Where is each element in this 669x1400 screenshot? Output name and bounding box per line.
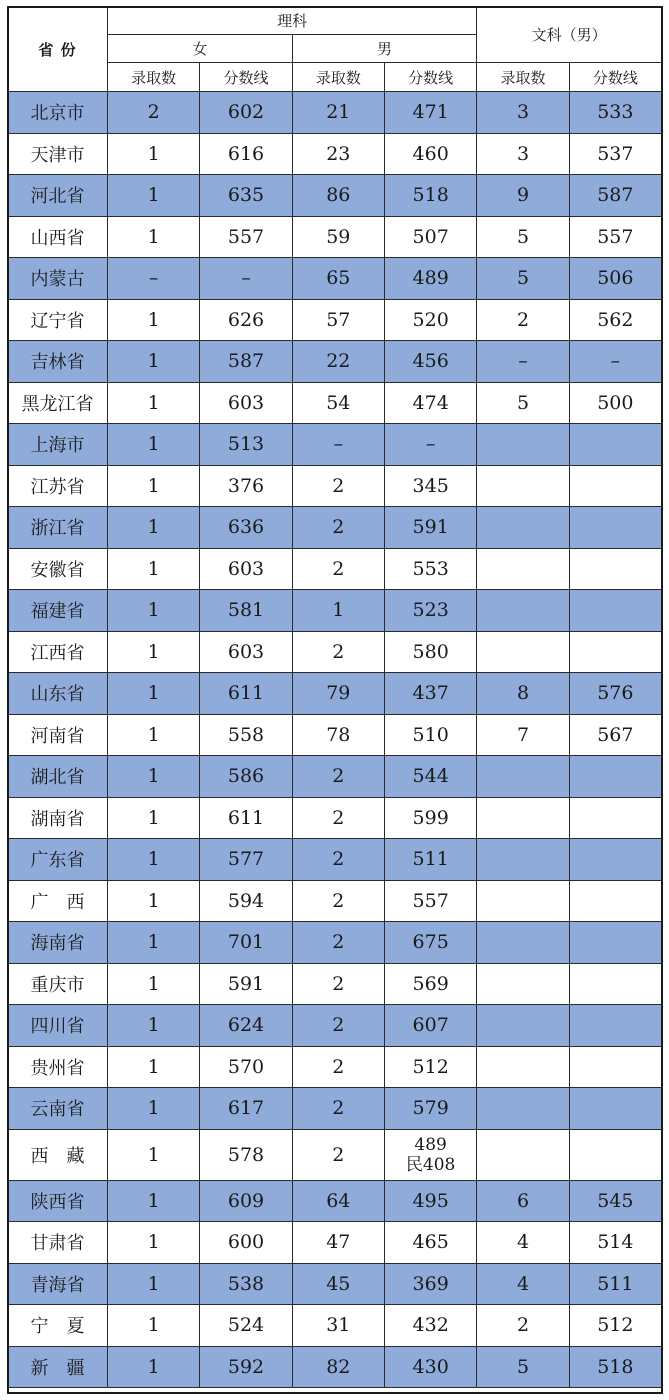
table-row [8, 590, 662, 632]
table-row [8, 465, 662, 507]
province-cell: 北京市 [8, 92, 108, 134]
table-header [8, 7, 662, 92]
province-column-header: 省 份 [8, 7, 108, 92]
score-line: 民408 [405, 1154, 456, 1175]
arts-score-cell: 557 [569, 216, 661, 258]
female-score-cell: 513 [200, 424, 292, 466]
table-row [8, 382, 662, 424]
female-score-cell: 609 [200, 1180, 292, 1222]
male-score-cell: 465 [384, 1222, 476, 1264]
arts-admit-cell [477, 631, 569, 673]
arts-admit-cell [477, 465, 569, 507]
male-score-cell: 675 [384, 922, 476, 964]
arts-admit-cell: 5 [477, 258, 569, 300]
male-admit-cell: 2 [292, 1046, 384, 1088]
arts-score-cell: 533 [569, 92, 661, 134]
arts-admit-cell [477, 424, 569, 466]
arts-admit-cell: 5 [477, 382, 569, 424]
female-score-cell: 577 [200, 839, 292, 881]
female-admit-cell: 1 [108, 1263, 200, 1305]
male-admit-cell: 2 [292, 839, 384, 881]
female-score-cell: 603 [200, 382, 292, 424]
province-cell: 广 西 [8, 880, 108, 922]
arts-score-cell: 511 [569, 1263, 661, 1305]
male-admit-cell: 2 [292, 1088, 384, 1130]
male-score-cell: 518 [384, 175, 476, 217]
female-admit-cell: 1 [108, 963, 200, 1005]
arts-admit-cell: – [477, 341, 569, 383]
male-admit-cell: 22 [292, 341, 384, 383]
province-cell: 宁 夏 [8, 1305, 108, 1347]
female-score-cell: 570 [200, 1046, 292, 1088]
arts-score-cell [569, 1088, 661, 1130]
arts-score-cell: 512 [569, 1305, 661, 1347]
arts-score-cell [569, 839, 661, 881]
arts-admit-cell: 2 [477, 1305, 569, 1347]
female-admit-cell: 1 [108, 424, 200, 466]
female-admit-cell: 1 [108, 133, 200, 175]
table-row [8, 341, 662, 383]
table-row [8, 548, 662, 590]
arts-admit-cell [477, 1129, 569, 1180]
arts-admit-cell [477, 963, 569, 1005]
table-row [8, 92, 662, 134]
female-admit-cell: 1 [108, 922, 200, 964]
female-admit-cell: 1 [108, 382, 200, 424]
female-score-cell: 603 [200, 631, 292, 673]
male-admit-cell: 64 [292, 1180, 384, 1222]
arts-admit-cell [477, 922, 569, 964]
table-row [8, 424, 662, 466]
male-admit-cell: 21 [292, 92, 384, 134]
table-row [8, 1005, 662, 1047]
province-cell: 重庆市 [8, 963, 108, 1005]
female-admit-cell: 1 [108, 590, 200, 632]
male-admit-cell: – [292, 424, 384, 466]
arts-score-cell [569, 590, 661, 632]
table-row [8, 1180, 662, 1222]
province-cell: 广东省 [8, 839, 108, 881]
table-row [8, 839, 662, 881]
male-admit-cell: 45 [292, 1263, 384, 1305]
science-group-header: 理科 [108, 7, 477, 35]
female-score-cell: 558 [200, 714, 292, 756]
male-admit-cell: 2 [292, 631, 384, 673]
table-row [8, 216, 662, 258]
female-score-cell: 616 [200, 133, 292, 175]
male-score-cell: 489 [384, 258, 476, 300]
arts-score-cell [569, 963, 661, 1005]
table-body [8, 92, 662, 1388]
male-score-cell: 580 [384, 631, 476, 673]
female-score-cell: 557 [200, 216, 292, 258]
arts-score-cell: 506 [569, 258, 661, 300]
female-admit-cell: 1 [108, 341, 200, 383]
male-score-cell: 507 [384, 216, 476, 258]
male-score-cell: 474 [384, 382, 476, 424]
arts-admit-cell [477, 797, 569, 839]
arts-score-cell [569, 424, 661, 466]
arts-score-cell [569, 1129, 661, 1180]
male-score-cell: 557 [384, 880, 476, 922]
male-score-cell: 579 [384, 1088, 476, 1130]
sub-header: 分数线 [200, 63, 292, 92]
table-row [8, 175, 662, 217]
table-row [8, 1222, 662, 1264]
table-row [8, 133, 662, 175]
arts-admit-cell: 4 [477, 1263, 569, 1305]
province-cell: 山西省 [8, 216, 108, 258]
female-score-cell: 701 [200, 922, 292, 964]
female-group-header: 女 [108, 35, 293, 63]
male-admit-cell: 2 [292, 922, 384, 964]
arts-admit-cell: 2 [477, 299, 569, 341]
province-cell: 天津市 [8, 133, 108, 175]
male-score-cell: 437 [384, 673, 476, 715]
arts-score-cell [569, 922, 661, 964]
table-row [8, 922, 662, 964]
arts-score-cell [569, 548, 661, 590]
female-score-cell: 592 [200, 1346, 292, 1388]
arts-score-cell [569, 797, 661, 839]
male-score-cell: 523 [384, 590, 476, 632]
female-admit-cell: 1 [108, 1088, 200, 1130]
female-admit-cell: 1 [108, 465, 200, 507]
arts-admit-cell: 3 [477, 133, 569, 175]
arts-score-cell [569, 631, 661, 673]
male-score-cell: 471 [384, 92, 476, 134]
table-row [8, 507, 662, 549]
arts-admit-cell [477, 1088, 569, 1130]
province-cell: 四川省 [8, 1005, 108, 1047]
arts-score-cell [569, 1046, 661, 1088]
female-admit-cell: 1 [108, 756, 200, 798]
arts-admit-cell: 6 [477, 1180, 569, 1222]
male-admit-cell: 79 [292, 673, 384, 715]
male-admit-cell: 23 [292, 133, 384, 175]
female-score-cell: 611 [200, 673, 292, 715]
male-admit-cell: 65 [292, 258, 384, 300]
arts-admit-cell: 8 [477, 673, 569, 715]
sub-header: 录取数 [292, 63, 384, 92]
arts-admit-cell [477, 590, 569, 632]
female-admit-cell: 1 [108, 1222, 200, 1264]
table-row [8, 756, 662, 798]
female-admit-cell: 1 [108, 1005, 200, 1047]
arts-score-cell: 562 [569, 299, 661, 341]
province-cell: 海南省 [8, 922, 108, 964]
female-score-cell: 603 [200, 548, 292, 590]
table-row [8, 299, 662, 341]
arts-score-cell: – [569, 341, 661, 383]
score-line: 489 [414, 1134, 447, 1155]
province-cell: 云南省 [8, 1088, 108, 1130]
arts-admit-cell: 3 [477, 92, 569, 134]
arts-score-cell: 567 [569, 714, 661, 756]
male-score-cell: 432 [384, 1305, 476, 1347]
province-cell: 江苏省 [8, 465, 108, 507]
arts-admit-cell: 4 [477, 1222, 569, 1264]
male-admit-cell: 31 [292, 1305, 384, 1347]
province-cell: 甘肃省 [8, 1222, 108, 1264]
arts-admit-cell [477, 548, 569, 590]
table-row [8, 963, 662, 1005]
province-cell: 江西省 [8, 631, 108, 673]
female-score-cell: 602 [200, 92, 292, 134]
female-score-cell: 626 [200, 299, 292, 341]
female-admit-cell: 1 [108, 175, 200, 217]
female-score-cell: 600 [200, 1222, 292, 1264]
table-row [8, 1088, 662, 1130]
male-admit-cell: 59 [292, 216, 384, 258]
arts-admit-cell [477, 507, 569, 549]
sub-header: 录取数 [477, 63, 569, 92]
arts-score-cell [569, 1005, 661, 1047]
male-score-cell: 544 [384, 756, 476, 798]
arts-admit-cell [477, 1005, 569, 1047]
arts-admit-cell [477, 756, 569, 798]
sub-header: 分数线 [569, 63, 661, 92]
table-row [8, 631, 662, 673]
female-admit-cell: 1 [108, 507, 200, 549]
province-cell: 福建省 [8, 590, 108, 632]
admission-table [7, 6, 662, 1388]
female-score-cell: 586 [200, 756, 292, 798]
male-score-cell: 512 [384, 1046, 476, 1088]
province-cell: 贵州省 [8, 1046, 108, 1088]
arts-score-cell: 514 [569, 1222, 661, 1264]
arts-score-cell: 545 [569, 1180, 661, 1222]
male-admit-cell: 86 [292, 175, 384, 217]
province-cell: 西 藏 [8, 1129, 108, 1180]
arts-admit-cell [477, 1046, 569, 1088]
table-row [8, 673, 662, 715]
province-cell: 辽宁省 [8, 299, 108, 341]
arts-score-cell [569, 507, 661, 549]
sub-header: 分数线 [384, 63, 476, 92]
female-admit-cell: 1 [108, 673, 200, 715]
male-score-cell: 369 [384, 1263, 476, 1305]
province-cell: 内蒙古 [8, 258, 108, 300]
table-row [8, 1346, 662, 1388]
province-cell: 湖北省 [8, 756, 108, 798]
arts-score-cell: 500 [569, 382, 661, 424]
male-admit-cell: 2 [292, 756, 384, 798]
female-score-cell: – [200, 258, 292, 300]
female-score-cell: 617 [200, 1088, 292, 1130]
male-admit-cell: 54 [292, 382, 384, 424]
male-admit-cell: 2 [292, 963, 384, 1005]
female-score-cell: 611 [200, 797, 292, 839]
male-score-cell: 456 [384, 341, 476, 383]
male-score-cell: 430 [384, 1346, 476, 1388]
province-cell: 上海市 [8, 424, 108, 466]
arts-score-cell: 587 [569, 175, 661, 217]
arts-admit-cell: 5 [477, 216, 569, 258]
arts-admit-cell [477, 880, 569, 922]
table-row [8, 714, 662, 756]
male-score-cell: 511 [384, 839, 476, 881]
female-admit-cell: 1 [108, 1180, 200, 1222]
male-admit-cell: 2 [292, 1129, 384, 1180]
table-row [8, 1305, 662, 1347]
province-cell: 山东省 [8, 673, 108, 715]
male-admit-cell: 2 [292, 880, 384, 922]
male-score-cell: – [384, 424, 476, 466]
male-admit-cell: 78 [292, 714, 384, 756]
male-score-cell: 510 [384, 714, 476, 756]
male-score-cell: 345 [384, 465, 476, 507]
male-admit-cell: 57 [292, 299, 384, 341]
male-score-cell: 591 [384, 507, 476, 549]
male-admit-cell: 47 [292, 1222, 384, 1264]
female-admit-cell: 1 [108, 1046, 200, 1088]
female-score-cell: 594 [200, 880, 292, 922]
arts-admit-cell: 9 [477, 175, 569, 217]
female-admit-cell: 1 [108, 839, 200, 881]
female-admit-cell: 1 [108, 299, 200, 341]
male-admit-cell: 2 [292, 465, 384, 507]
arts-score-cell [569, 756, 661, 798]
female-admit-cell: 1 [108, 216, 200, 258]
female-score-cell: 581 [200, 590, 292, 632]
male-admit-cell: 2 [292, 1005, 384, 1047]
table-row [8, 258, 662, 300]
male-admit-cell: 82 [292, 1346, 384, 1388]
table-row [8, 1129, 662, 1180]
arts-score-cell [569, 465, 661, 507]
female-score-cell: 376 [200, 465, 292, 507]
admission-table-container [7, 6, 661, 1388]
arts-score-cell: 518 [569, 1346, 661, 1388]
male-admit-cell: 1 [292, 590, 384, 632]
female-admit-cell: 1 [108, 797, 200, 839]
province-cell: 浙江省 [8, 507, 108, 549]
female-admit-cell: 1 [108, 1305, 200, 1347]
female-score-cell: 524 [200, 1305, 292, 1347]
male-score-cell [384, 1129, 476, 1180]
province-cell: 吉林省 [8, 341, 108, 383]
female-score-cell: 538 [200, 1263, 292, 1305]
female-score-cell: 591 [200, 963, 292, 1005]
table-row [8, 1263, 662, 1305]
male-admit-cell: 2 [292, 507, 384, 549]
female-score-cell: 624 [200, 1005, 292, 1047]
male-score-cell: 607 [384, 1005, 476, 1047]
female-admit-cell: 1 [108, 714, 200, 756]
male-score-cell: 569 [384, 963, 476, 1005]
female-admit-cell: 2 [108, 92, 200, 134]
province-cell: 河北省 [8, 175, 108, 217]
male-score-cell: 520 [384, 299, 476, 341]
province-cell: 湖南省 [8, 797, 108, 839]
male-admit-cell: 2 [292, 548, 384, 590]
male-group-header: 男 [292, 35, 477, 63]
table-row [8, 880, 662, 922]
province-cell: 青海省 [8, 1263, 108, 1305]
female-admit-cell: 1 [108, 631, 200, 673]
province-cell: 河南省 [8, 714, 108, 756]
table-row [8, 797, 662, 839]
male-score-cell: 460 [384, 133, 476, 175]
arts-admit-cell: 5 [477, 1346, 569, 1388]
male-admit-cell: 2 [292, 797, 384, 839]
arts-group-header: 文科（男） [477, 7, 662, 63]
female-admit-cell: 1 [108, 548, 200, 590]
sub-header: 录取数 [108, 63, 200, 92]
province-cell: 安徽省 [8, 548, 108, 590]
province-cell: 黑龙江省 [8, 382, 108, 424]
female-admit-cell: 1 [108, 880, 200, 922]
province-cell: 新 疆 [8, 1346, 108, 1388]
female-score-cell: 587 [200, 341, 292, 383]
province-cell: 陕西省 [8, 1180, 108, 1222]
female-score-cell: 578 [200, 1129, 292, 1180]
female-admit-cell: 1 [108, 1346, 200, 1388]
arts-admit-cell [477, 839, 569, 881]
female-score-cell: 635 [200, 175, 292, 217]
arts-score-cell: 537 [569, 133, 661, 175]
female-admit-cell: 1 [108, 1129, 200, 1180]
female-score-cell: 636 [200, 507, 292, 549]
female-admit-cell: – [108, 258, 200, 300]
male-score-cell: 599 [384, 797, 476, 839]
male-score-cell: 553 [384, 548, 476, 590]
arts-score-cell: 576 [569, 673, 661, 715]
male-score-cell: 495 [384, 1180, 476, 1222]
arts-score-cell [569, 880, 661, 922]
table-row [8, 1046, 662, 1088]
arts-admit-cell: 7 [477, 714, 569, 756]
